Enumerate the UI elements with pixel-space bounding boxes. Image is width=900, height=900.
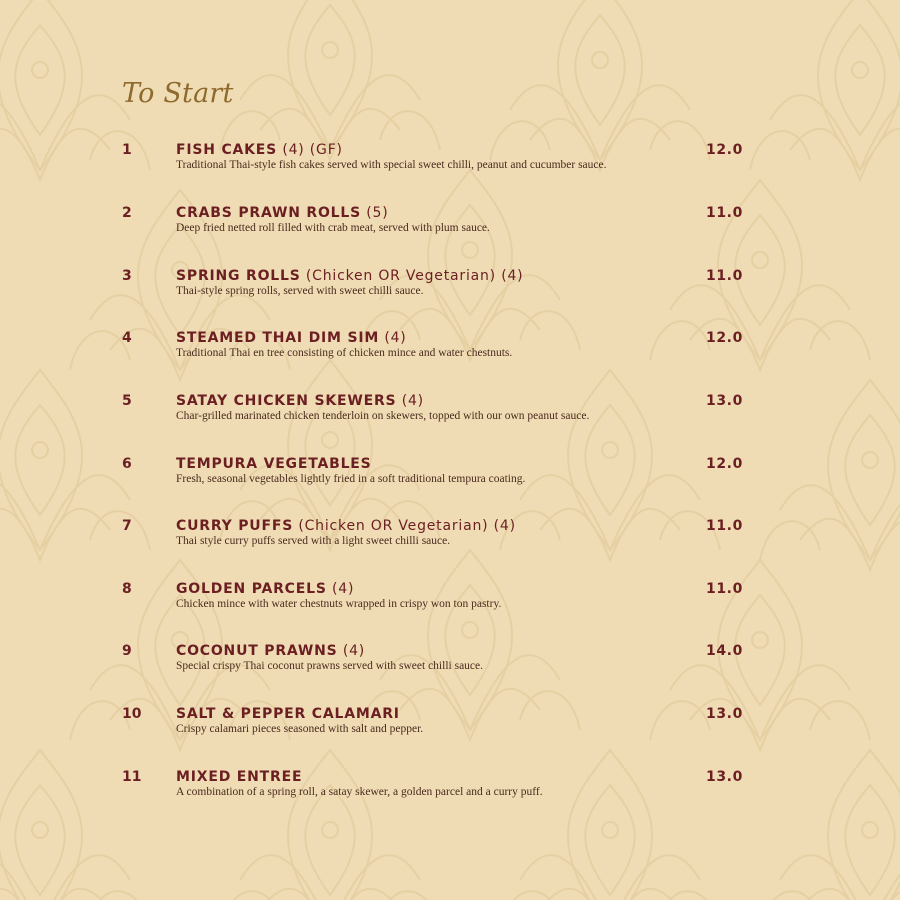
menu-item xyxy=(0,205,900,245)
menu-item xyxy=(0,268,900,308)
item-extra: (4) xyxy=(337,643,366,659)
item-heading xyxy=(176,393,424,409)
menu-item xyxy=(0,456,900,496)
menu-item xyxy=(0,142,900,182)
item-name: MIXED ENTREE xyxy=(176,769,303,785)
item-price: 12.0 xyxy=(706,456,743,472)
item-name: TEMPURA VEGETABLES xyxy=(176,456,372,472)
menu-item xyxy=(0,393,900,433)
item-description: Crispy calamari pieces seasoned with salt and pepper. xyxy=(176,723,424,735)
menu-item xyxy=(0,330,900,370)
item-number: 7 xyxy=(122,518,132,534)
item-name: GOLDEN PARCELS xyxy=(176,581,327,597)
item-extra: (4) (GF) xyxy=(277,142,343,158)
item-name: FISH CAKES xyxy=(176,142,278,158)
item-heading xyxy=(176,581,354,597)
item-number: 8 xyxy=(122,581,132,597)
item-heading xyxy=(176,142,343,158)
item-description: Fresh, seasonal vegetables lightly fried in a soft traditional tempura coating. xyxy=(176,473,526,485)
item-heading xyxy=(176,268,523,284)
item-heading xyxy=(176,330,407,346)
item-extra: (Chicken OR Vegetarian) (4) xyxy=(293,518,516,534)
menu-item xyxy=(0,643,900,683)
item-price: 13.0 xyxy=(706,393,743,409)
item-extra: (4) xyxy=(396,393,424,409)
item-number: 10 xyxy=(122,706,142,722)
item-price: 11.0 xyxy=(706,581,743,597)
item-extra: (4) xyxy=(326,581,355,597)
item-name: SPRING ROLLS xyxy=(176,268,301,284)
item-heading xyxy=(176,706,400,722)
item-name: COCONUT PRAWNS xyxy=(176,643,338,659)
item-heading xyxy=(176,518,516,534)
item-extra: (4) xyxy=(379,330,407,346)
item-extra: (5) xyxy=(361,205,389,221)
item-number: 6 xyxy=(122,456,132,472)
item-name: STEAMED THAI DIM SIM xyxy=(176,330,380,346)
item-number: 5 xyxy=(122,393,132,409)
item-description: Chicken mince with water chestnuts wrapped in crispy won ton pastry. xyxy=(176,598,502,610)
item-number: 4 xyxy=(122,330,132,346)
item-number: 9 xyxy=(122,643,132,659)
item-name: CRABS PRAWN ROLLS xyxy=(176,205,362,221)
item-price: 12.0 xyxy=(706,142,743,158)
item-description: Thai-style spring rolls, served with sweet chilli sauce. xyxy=(176,285,424,297)
item-description: Traditional Thai en tree consisting of chicken mince and water chestnuts. xyxy=(176,347,513,359)
item-number: 3 xyxy=(122,268,132,284)
item-price: 11.0 xyxy=(706,518,743,534)
item-heading xyxy=(176,643,365,659)
item-heading xyxy=(176,205,389,221)
item-heading xyxy=(176,456,372,472)
section-title: To Start xyxy=(122,78,234,109)
item-description: Special crispy Thai coconut prawns served with sweet chilli sauce. xyxy=(176,660,484,672)
item-number: 11 xyxy=(122,769,142,785)
item-number: 1 xyxy=(122,142,132,158)
item-description: Char-grilled marinated chicken tenderloin on skewers, topped with our own peanut sauce. xyxy=(176,410,590,422)
item-heading xyxy=(176,769,302,785)
item-description: Traditional Thai-style fish cakes served with special sweet chilli, peanut and cucumber sauce. xyxy=(176,159,607,171)
item-price: 11.0 xyxy=(706,205,743,221)
item-number: 2 xyxy=(122,205,132,221)
item-price: 13.0 xyxy=(706,706,743,722)
item-extra: (Chicken OR Vegetarian) (4) xyxy=(300,268,524,284)
menu-item xyxy=(0,769,900,809)
item-price: 11.0 xyxy=(706,268,743,284)
item-name: SALT & PEPPER CALAMARI xyxy=(176,706,400,722)
item-price: 14.0 xyxy=(706,643,743,659)
menu-item xyxy=(0,581,900,621)
item-description: Deep fried netted roll filled with crab meat, served with plum sauce. xyxy=(176,222,490,234)
menu-item xyxy=(0,706,900,746)
item-price: 12.0 xyxy=(706,330,743,346)
menu-item xyxy=(0,518,900,558)
item-price: 13.0 xyxy=(706,769,743,785)
item-name: CURRY PUFFS xyxy=(176,518,294,534)
item-description: Thai style curry puffs served with a light sweet chilli sauce. xyxy=(176,535,451,547)
item-name: SATAY CHICKEN SKEWERS xyxy=(176,393,397,409)
item-description: A combination of a spring roll, a satay skewer, a golden parcel and a curry puff. xyxy=(176,786,543,798)
